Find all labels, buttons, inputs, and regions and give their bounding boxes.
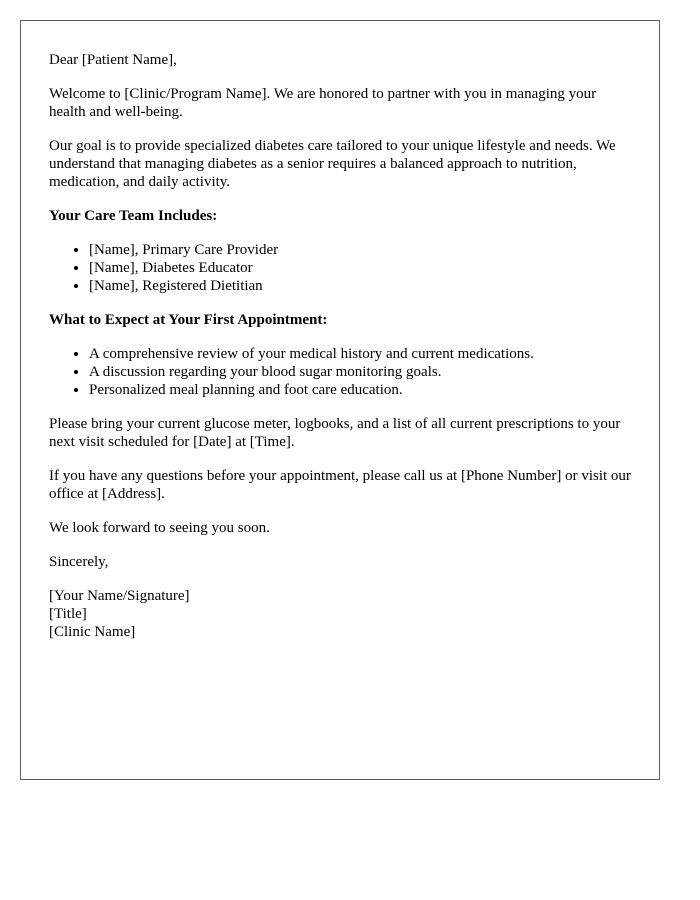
signature-title: [Title]	[49, 606, 87, 622]
closing-line: We look forward to seeing you soon.	[49, 520, 270, 536]
care-team-list	[49, 241, 631, 295]
intro-paragraph: Welcome to [Clinic/Program Name]. We are honored to partner with you in managing your health and well-being.	[49, 86, 597, 120]
signature-clinic: [Clinic Name]	[49, 624, 136, 640]
bring-paragraph: Please bring your current glucose meter, logbooks, and a list of all current prescriptions to your next visit scheduled for [Date] at [Time].	[49, 416, 621, 450]
appointment-item: • A comprehensive review of your medical history and current medications.	[89, 345, 631, 363]
appointment-item: • A discussion regarding your blood sugar monitoring goals.	[89, 363, 631, 381]
appointment-item: • Personalized meal planning and foot care education.	[89, 381, 631, 399]
greeting: Dear [Patient Name],	[49, 52, 177, 68]
signature-name: [Your Name/Signature]	[49, 588, 190, 604]
first-appointment-list	[49, 345, 631, 399]
signature-block	[49, 587, 631, 641]
care-team-heading: Your Care Team Includes:	[49, 208, 218, 224]
care-team-item: • [Name], Diabetes Educator	[89, 259, 631, 277]
questions-paragraph: If you have any questions before your appointment, please call us at [Phone Number] or visit our office at [Address].	[49, 468, 631, 502]
sign-off: Sincerely,	[49, 554, 109, 570]
first-appointment-heading: What to Expect at Your First Appointment:	[49, 312, 328, 328]
letter-page	[20, 20, 660, 780]
care-team-item: • [Name], Registered Dietitian	[89, 277, 631, 295]
goal-paragraph: Our goal is to provide specialized diabetes care tailored to your unique lifestyle and needs. We understand that managing diabetes as a senior requires a balanced approach to nutrition, medication, and daily activity.	[49, 138, 616, 190]
care-team-item: • [Name], Primary Care Provider	[89, 241, 631, 259]
